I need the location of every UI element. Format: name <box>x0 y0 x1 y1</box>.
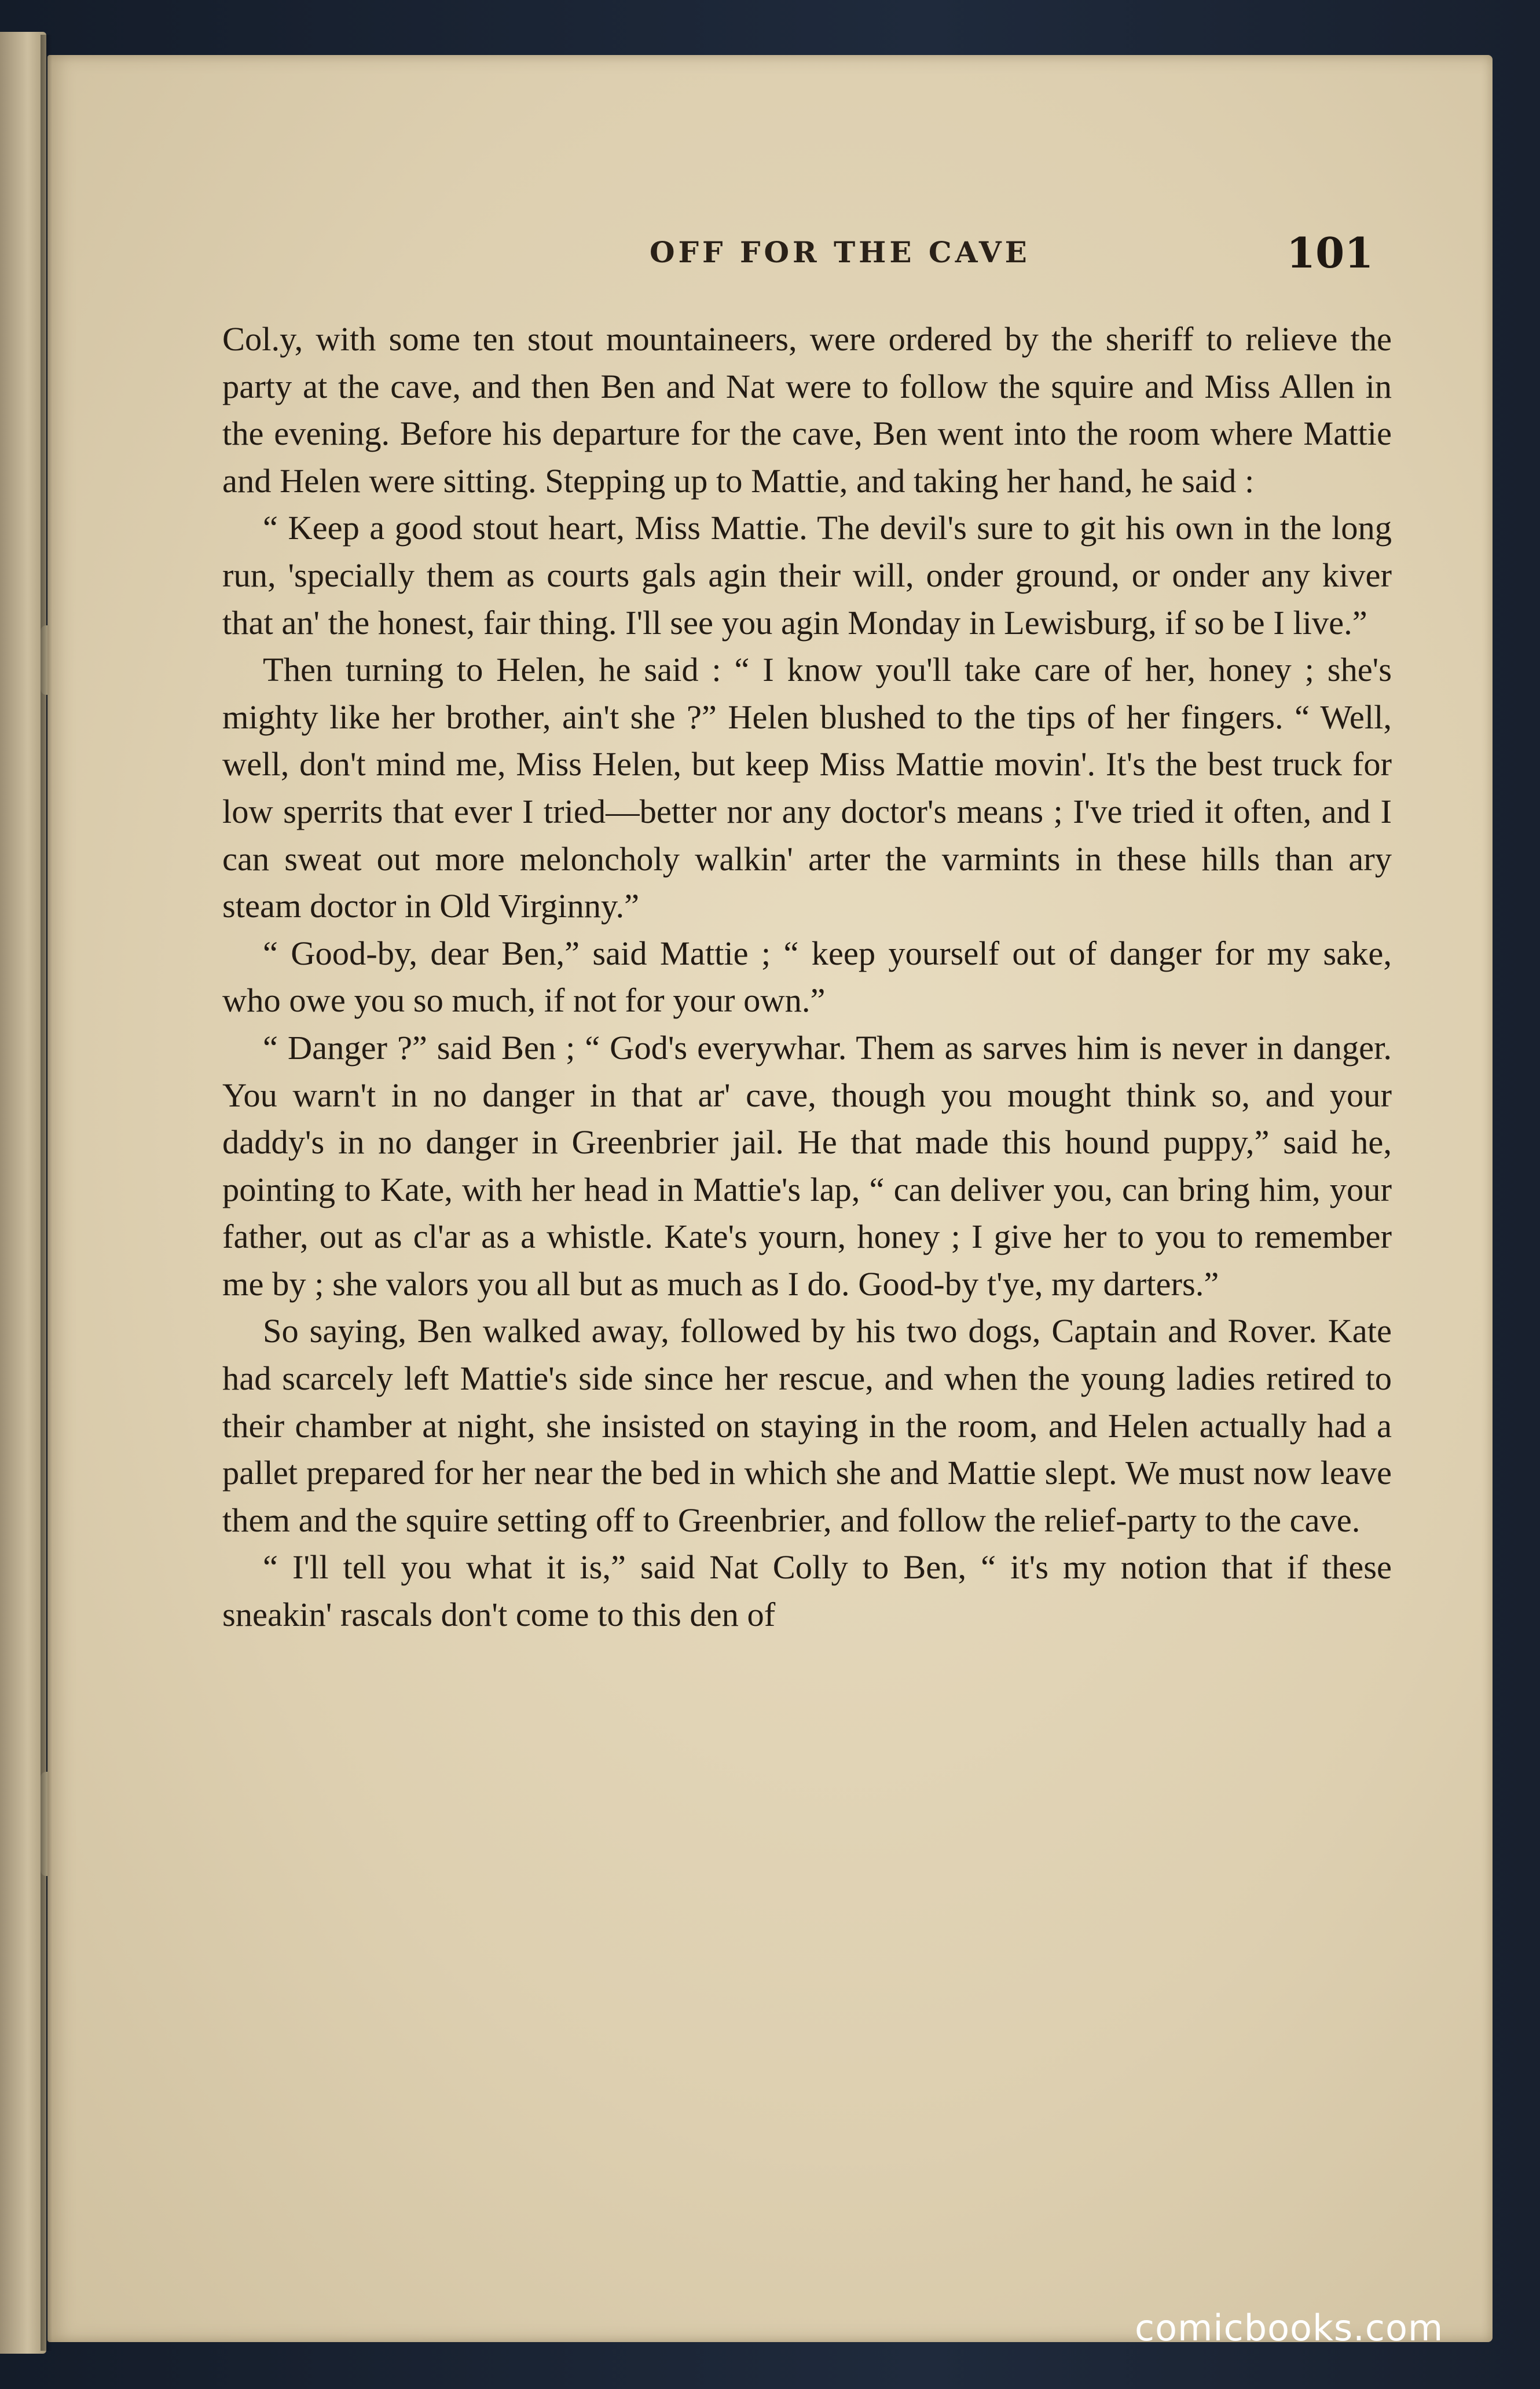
paragraph: “ Keep a good stout heart, Miss Mattie. The devil's sure to git his own in the long run, 'specially them as courts gals agin their will, onder ground, or onder any kiver that an' the honest, fair thing. I'll see you agin Monday in Lewisburg, if so be I live.” <box>222 509 1392 642</box>
paragraph: So saying, Ben walked away, followed by his two dogs, Captain and Rover. Kate had scarcely left Mattie's side since her rescue, and when the young ladies retired to their chamber at night, she insisted on staying in the room, and Helen actually had a pallet prepared for her near the bed in which she and Mattie slept. We must now leave them and the squire setting off to Greenbrier, and follow the relief-party to the cave. <box>222 1312 1392 1539</box>
paragraph: “ I'll tell you what it is,” said Nat Colly to Ben, “ it's my notion that if these sneakin' rascals don't come to this den of <box>222 1548 1392 1634</box>
page-header <box>47 228 1493 278</box>
book-page <box>47 55 1493 2342</box>
paragraph: “ Danger ?” said Ben ; “ God's everywhar. Them as sarves him is never in danger. You warn't in no danger in that ar' cave, though you mought think so, and your daddy's in no danger in Greenbrier jail. He that made this hound puppy,” said he, pointing to Kate, with her head in Mattie's lap, “ can deliver you, can bring him, your father, out as cl'ar as a whistle. Kate's yourn, honey ; I give her to you to remember me by ; she valors you all but as much as I do. Good-by t'ye, my darters.” <box>222 1028 1392 1303</box>
body-text <box>222 316 1392 1639</box>
watermark: comicbooks.com <box>1135 2307 1444 2349</box>
paragraph: Col.y, with some ten stout mountaineers, were ordered by the sheriff to relieve the party at the cave, and then Ben and Nat were to follow the squire and Miss Allen in the evening. Before his departure for the cave, Ben went into the room where Mattie and Helen were sitting. Stepping up to Mattie, and taking her hand, he said : <box>222 320 1392 500</box>
left-page-edge <box>0 32 46 2354</box>
page-number: 101 <box>1286 228 1374 277</box>
paragraph: Then turning to Helen, he said : “ I know you'll take care of her, honey ; she's mighty like her brother, ain't she ?” Helen blushed to the tips of her fingers. “ Well, well, don't mind me, Miss Helen, but keep Miss Mattie movin'. It's the best truck for low sperrits that ever I tried—better nor any doctor's means ; I've tried it often, and I can sweat out more meloncholy walkin' arter the varmints in these hills than ary steam doctor in Old Virginny.” <box>222 651 1392 925</box>
spine-shadow <box>41 35 52 2351</box>
paragraph: “ Good-by, dear Ben,” said Mattie ; “ keep yourself out of danger for my sake, who owe you so much, if not for your own.” <box>222 934 1392 1020</box>
running-title: OFF FOR THE CAVE <box>650 235 1031 269</box>
